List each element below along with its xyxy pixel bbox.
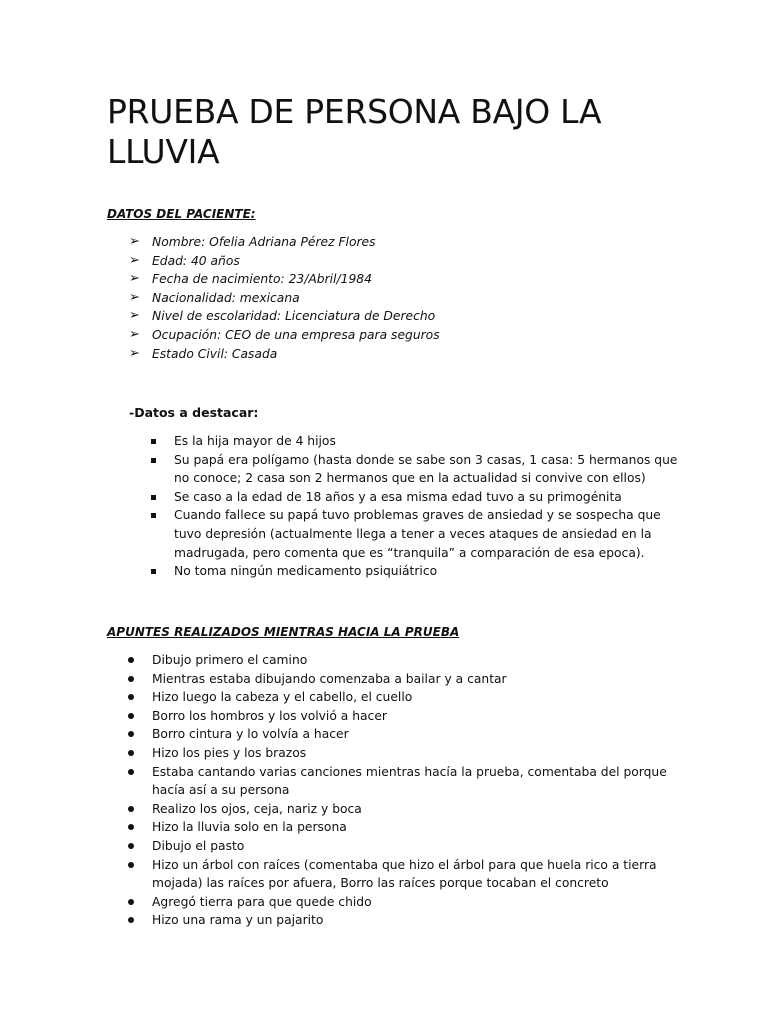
round-bullet-icon xyxy=(128,862,134,868)
square-bullet-icon xyxy=(151,495,156,500)
arrowhead-bullet-icon: ➢ xyxy=(129,271,140,287)
list-item-text: Dibujo el pasto xyxy=(152,838,245,853)
list-item-text: Hizo luego la cabeza y el cabello, el cuello xyxy=(152,690,413,705)
highlights-list xyxy=(174,432,684,581)
arrowhead-bullet-icon: ➢ xyxy=(129,252,140,268)
list-item xyxy=(152,911,692,930)
list-item xyxy=(152,893,692,912)
arrowhead-bullet-icon: ➢ xyxy=(129,234,140,249)
list-item xyxy=(152,725,692,744)
list-item xyxy=(129,252,712,271)
list-item-text: Hizo los pies y los brazos xyxy=(152,745,307,760)
list-item xyxy=(152,800,692,819)
round-bullet-icon xyxy=(128,731,134,737)
square-bullet-icon xyxy=(151,439,156,444)
list-item-text: Edad: 40 años xyxy=(152,253,240,268)
list-item-text: Su papá era polígamo (hasta donde se sabe son 3 casas, 1 casa: 5 hermanos que no conoce; 2 casa son 2 hermanos que en la actualidad si convive con ellos) xyxy=(174,452,678,486)
notes-list xyxy=(152,651,692,930)
round-bullet-icon xyxy=(128,806,134,812)
list-item-text: Dibujo primero el camino xyxy=(152,653,308,667)
round-bullet-icon xyxy=(128,694,134,700)
list-item-text: Cuando fallece su papá tuvo problemas graves de ansiedad y se sospecha que tuvo depresión (actualmente llega a tener a veces ataques de ansiedad en la madrugada, pero comenta que es “tranquila” a comparación de esa epoca). xyxy=(174,508,661,560)
list-item-text: Hizo la lluvia solo en la persona xyxy=(152,820,347,835)
list-item xyxy=(152,837,692,856)
arrowhead-bullet-icon: ➢ xyxy=(129,326,140,342)
highlights-heading: -Datos a destacar: xyxy=(129,405,259,420)
list-item-text: Agregó tierra para que quede chido xyxy=(152,894,372,909)
list-item xyxy=(152,763,692,800)
round-bullet-icon xyxy=(128,657,134,663)
list-item xyxy=(152,707,692,726)
list-item-text: Ocupación: CEO de una empresa para seguros xyxy=(152,327,440,342)
list-item-text: Hizo un árbol con raíces (comentaba que hizo el árbol para que huela rico a tierra mojada) las raíces por afuera, Borro las raíces porque tocaban el concreto xyxy=(152,857,657,891)
patient-data-heading: DATOS DEL PACIENTE: xyxy=(107,207,256,221)
list-item xyxy=(129,307,712,326)
square-bullet-icon xyxy=(151,458,156,463)
list-item-text: Se caso a la edad de 18 años y a esa misma edad tuvo a su primogénita xyxy=(174,489,622,504)
round-bullet-icon xyxy=(128,676,134,682)
arrowhead-bullet-icon: ➢ xyxy=(129,308,140,324)
round-bullet-icon xyxy=(128,824,134,830)
list-item xyxy=(129,289,712,308)
list-item-text: Nacionalidad: mexicana xyxy=(152,290,300,305)
round-bullet-icon xyxy=(128,843,134,849)
patient-data-list xyxy=(129,233,712,363)
list-item xyxy=(174,451,684,488)
list-item xyxy=(152,688,692,707)
notes-heading: APUNTES REALIZADOS MIENTRAS HACIA LA PRUEBA xyxy=(107,625,460,639)
list-item xyxy=(174,506,684,562)
round-bullet-icon xyxy=(128,899,134,905)
square-bullet-icon xyxy=(151,569,156,574)
square-bullet-icon xyxy=(151,513,156,518)
list-item-text: Estado Civil: Casada xyxy=(152,346,278,361)
list-item-text: Hizo una rama y un pajarito xyxy=(152,913,324,928)
list-item xyxy=(152,651,692,670)
arrowhead-bullet-icon: ➢ xyxy=(129,345,140,361)
list-item xyxy=(174,488,684,507)
arrowhead-bullet-icon: ➢ xyxy=(129,289,140,305)
round-bullet-icon xyxy=(128,750,134,756)
list-item-text: Nivel de escolaridad: Licenciatura de Derecho xyxy=(152,309,436,324)
list-item xyxy=(174,562,684,581)
list-item-text: Borro cintura y lo volvía a hacer xyxy=(152,727,349,742)
list-item xyxy=(129,233,712,252)
list-item xyxy=(174,432,684,451)
list-item-text: Estaba cantando varias canciones mientras hacía la prueba, comentaba del porque hacía así a su persona xyxy=(152,764,667,798)
list-item-text: Mientras estaba dibujando comenzaba a bailar y a cantar xyxy=(152,671,507,686)
list-item xyxy=(129,270,712,289)
round-bullet-icon xyxy=(128,713,134,719)
list-item xyxy=(152,856,692,893)
list-item xyxy=(152,818,692,837)
list-item-text: Es la hija mayor de 4 hijos xyxy=(174,434,336,448)
list-item-text: Realizo los ojos, ceja, nariz y boca xyxy=(152,801,362,816)
list-item-text: Borro los hombros y los volvió a hacer xyxy=(152,708,387,723)
round-bullet-icon xyxy=(128,917,134,923)
list-item-text: Fecha de nacimiento: 23/Abril/1984 xyxy=(152,272,372,287)
document-title: PRUEBA DE PERSONA BAJO LA LLUVIA xyxy=(107,92,602,171)
list-item xyxy=(129,345,712,364)
list-item-text: No toma ningún medicamento psiquiátrico xyxy=(174,564,438,579)
list-item xyxy=(129,326,712,345)
round-bullet-icon xyxy=(128,769,134,775)
list-item xyxy=(152,744,692,763)
list-item-text: Nombre: Ofelia Adriana Pérez Flores xyxy=(152,235,376,249)
list-item xyxy=(152,670,692,689)
